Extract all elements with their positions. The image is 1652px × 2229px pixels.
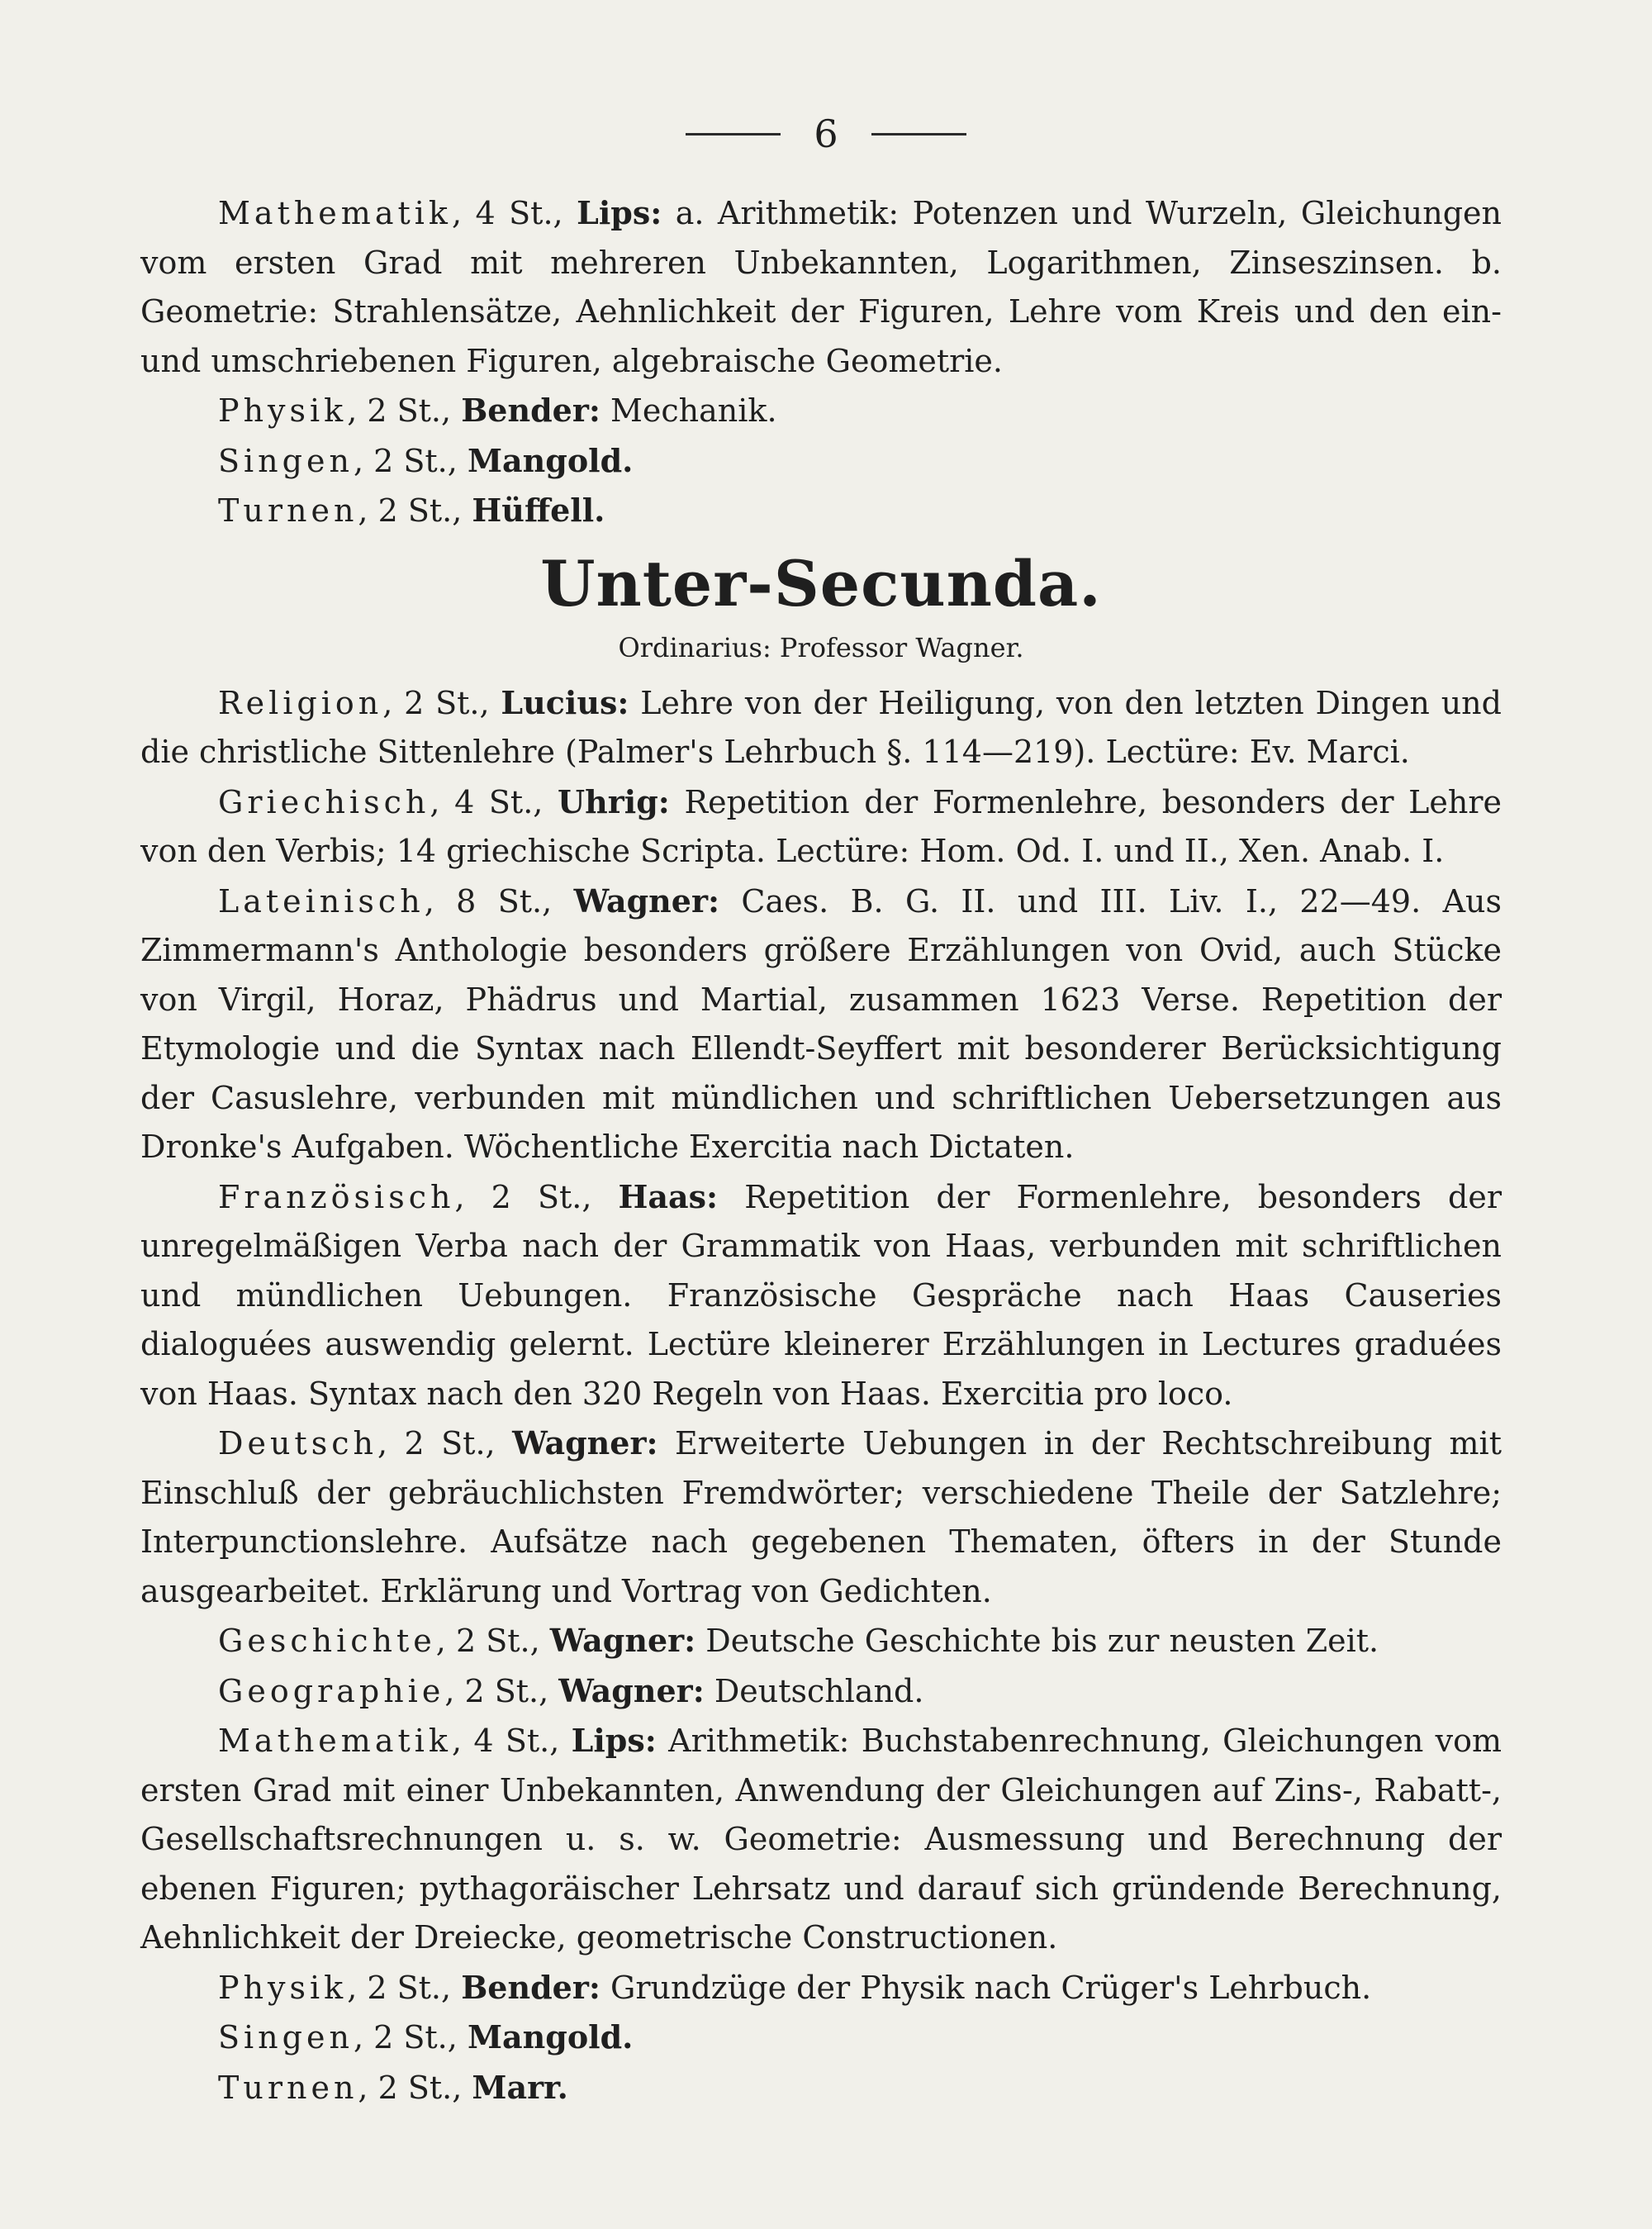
course-hours: 2 St. <box>373 442 448 479</box>
course-description: a. Arithmetik: Potenzen und Wurzeln, Gleichungen vom ersten Grad mit mehreren Unbekannten, Logarithmen, Zinseszinsen. b. Geometrie: Strahlensätze, Aehnlichkeit der Figuren, Lehre vom Kreis und den ein- und umschriebenen Figuren, algebraische Geometrie. <box>140 195 1502 379</box>
course-description: Mechanik. <box>610 392 777 429</box>
course-teacher: Uhrig: <box>558 782 670 820</box>
course-entry: Turnen, 2 St., Marr. <box>218 2068 568 2106</box>
course-teacher: Marr. <box>472 2068 568 2106</box>
course-entry: Physik, 2 St., Bender: Grundzüge der Physik nach Crüger's Lehrbuch. <box>218 1968 1372 2006</box>
course-entry: Physik, 2 St., Bender: Mechanik. <box>218 392 777 429</box>
section-title: Unter-Secunda. <box>540 546 1102 620</box>
course-subject: Physik <box>218 392 348 429</box>
course-hours: 4 St. <box>454 783 534 820</box>
course-entry: Französisch, 2 St., Haas: Repetition der Formenlehre, besonders der unregelmäßigen Verba nach der Grammatik von Haas, verbunden mit schriftlichen und mündlichen Uebungen. Französische Gespräche nach Haas Causeries dialoguées auswendig gelernt. Lectüre kleinerer Erzählungen in Lectures graduées von Haas. Syntax nach den 320 Regeln von Haas. Exercitia pro loco. <box>140 1177 1502 1412</box>
course-hours: 2 St. <box>367 1969 442 2006</box>
course-teacher: Hüffell. <box>472 492 605 529</box>
course-hours: 2 St. <box>455 1623 530 1659</box>
course-entry: Deutsch, 2 St., Wagner: Erweiterte Uebungen in der Rechtschreibung mit Einschluß der gebräuchlichsten Fremdwörter; verschiedene Theile der Satzlehre; Interpunctionslehre. Aufsätze nach gegebenen Thematen, öfters in der Stunde ausgearbeitet. Erklärung und Vortrag von Gedichten. <box>140 1424 1502 1609</box>
course-teacher: Wagner: <box>512 1424 658 1461</box>
course-description: Deutschland. <box>714 1672 924 1709</box>
course-hours: 2 St. <box>404 1425 486 1461</box>
page-header <box>0 112 1652 156</box>
course-subject: Mathematik <box>218 1723 452 1759</box>
top-entries <box>140 188 1502 536</box>
page-body <box>140 188 1502 2113</box>
course-subject: Geographie <box>218 1672 445 1709</box>
course-description: Deutsche Geschichte bis zur neusten Zeit. <box>705 1623 1379 1659</box>
course-subject: Lateinisch <box>218 882 425 920</box>
course-subject: Geschichte <box>218 1623 436 1659</box>
course-teacher: Lips: <box>577 194 662 231</box>
course-entry: Mathematik, 4 St., Lips: Arithmetik: Buchstabenrechnung, Gleichungen vom ersten Grad mit einer Unbekannten, Anwendung der Gleichungen auf Zins-, Rabatt-, Gesellschaftsrechnungen u. s. w. Geometrie: Ausmessung und Berechnung der ebenen Figuren; pythagoräischer Lehrsatz und darauf sich gründende Berechnung, Aehnlichkeit der Dreiecke, geometrische Constructionen. <box>140 1722 1502 1956</box>
course-teacher: Mangold. <box>467 441 634 479</box>
course-subject: Mathematik <box>218 195 452 231</box>
course-entry: Geschichte, 2 St., Wagner: Deutsche Geschichte bis zur neusten Zeit. <box>218 1622 1379 1659</box>
course-description: Repetition der Formenlehre, besonders der unregelmäßigen Verba nach der Grammatik von Haas, verbunden mit schriftlichen und mündlichen Uebungen. Französische Gespräche nach Haas Causeries dialoguées auswendig gelernt. Lectüre kleinerer Erzählungen in Lectures graduées von Haas. Syntax nach den 320 Regeln von Haas. Exercitia pro loco. <box>140 1178 1502 1412</box>
course-teacher: Bender: <box>461 392 601 429</box>
course-entry: Griechisch, 4 St., Uhrig: Repetition der Formenlehre, besonders der Lehre von den Verbis; 14 griechische Scripta. Lectüre: Hom. Od. I. und II., Xen. Anab. I. <box>140 782 1502 869</box>
course-subject: Singen <box>218 2019 354 2056</box>
course-description: Lehre von der Heiligung, von den letzten Dingen und die christliche Sittenlehre (Palmer's Lehrbuch §. 114—219). Lectüre: Ev. Marci. <box>140 684 1502 770</box>
course-hours: 4 St. <box>475 195 553 231</box>
section-ordinarius: Ordinarius: Professor Wagner. <box>618 631 1024 663</box>
header-rule-right <box>871 133 966 135</box>
course-subject: Religion <box>218 684 383 721</box>
course-subject: Turnen <box>218 2069 358 2106</box>
course-teacher: Haas: <box>618 1177 719 1215</box>
course-description: Repetition der Formenlehre, besonders der Lehre von den Verbis; 14 griechische Scripta. Lectüre: Hom. Od. I. und II., Xen. Anab. I. <box>140 783 1502 869</box>
page-number: 6 <box>814 112 838 156</box>
course-teacher: Wagner: <box>549 1622 696 1659</box>
course-subject: Turnen <box>218 492 358 529</box>
course-hours: 2 St. <box>367 392 442 429</box>
course-hours: 2 St. <box>377 2069 453 2106</box>
header-rule-left <box>686 133 781 135</box>
course-teacher: Lucius: <box>501 683 629 721</box>
course-entry: Lateinisch, 8 St., Wagner: Caes. B. G. II. und III. Liv. I., 22—49. Aus Zimmermann's Anthologie besonders größere Erzählungen von Ovid, auch Stücke von Virgil, Horaz, Phädrus und Martial, zusammen 1623 Verse. Repetition der Etymologie und die Syntax nach Ellendt-Seyffert mit besonderer Berücksichtigung der Casuslehre, verbunden mit mündlichen und schriftlichen Uebersetzungen aus Dronke's Aufgaben. Wöchentliche Exercitia nach Dictaten. <box>140 882 1502 1165</box>
course-hours: 2 St. <box>491 1178 582 1215</box>
course-hours: 2 St. <box>464 1672 539 1709</box>
course-teacher: Wagner: <box>573 882 719 920</box>
course-subject: Französisch <box>218 1178 455 1215</box>
course-subject: Griechisch <box>218 783 430 820</box>
course-subject: Deutsch <box>218 1425 377 1461</box>
course-hours: 2 St. <box>373 2019 448 2056</box>
course-subject: Singen <box>218 442 354 479</box>
course-entry: Turnen, 2 St., Hüffell. <box>218 492 605 529</box>
course-teacher: Mangold. <box>467 2018 634 2056</box>
course-hours: 2 St. <box>404 684 480 721</box>
course-subject: Physik <box>218 1969 348 2006</box>
course-description: Grundzüge der Physik nach Crüger's Lehrbuch. <box>610 1969 1372 2006</box>
course-teacher: Bender: <box>461 1968 601 2006</box>
course-entry: Geographie, 2 St., Wagner: Deutschland. <box>218 1671 924 1709</box>
course-entry: Singen, 2 St., Mangold. <box>218 441 634 479</box>
course-hours: 2 St. <box>377 492 453 529</box>
course-description: Erweiterte Uebungen in der Rechtschreibung mit Einschluß der gebräuchlichsten Fremdwörter; verschiedene Theile der Satzlehre; Interpunctionslehre. Aufsätze nach gegebenen Thematen, öfters in der Stunde ausgearbeitet. Erklärung und Vortrag von Gedichten. <box>140 1425 1502 1609</box>
course-description: Arithmetik: Buchstabenrechnung, Gleichungen vom ersten Grad mit einer Unbekannten, Anwendung der Gleichungen auf Zins-, Rabatt-, Gesellschaftsrechnungen u. s. w. Geometrie: Ausmessung und Berechnung der ebenen Figuren; pythagoräischer Lehrsatz und darauf sich gründende Berechnung, Aehnlichkeit der Dreiecke, geometrische Constructionen. <box>140 1723 1502 1956</box>
course-teacher: Lips: <box>571 1722 657 1759</box>
course-entry: Singen, 2 St., Mangold. <box>218 2018 634 2056</box>
course-entry: Mathematik, 4 St., Lips: a. Arithmetik: Potenzen und Wurzeln, Gleichungen vom ersten Grad mit mehreren Unbekannten, Logarithmen, Zinseszinsen. b. Geometrie: Strahlensätze, Aehnlichkeit der Figuren, Lehre vom Kreis und den ein- und umschriebenen Figuren, algebraische Geometrie. <box>140 194 1502 379</box>
course-hours: 8 St. <box>456 882 543 920</box>
course-hours: 4 St. <box>473 1723 550 1759</box>
section-entries <box>140 678 1502 2113</box>
course-entry: Religion, 2 St., Lucius: Lehre von der Heiligung, von den letzten Dingen und die christliche Sittenlehre (Palmer's Lehrbuch §. 114—219). Lectüre: Ev. Marci. <box>140 683 1502 770</box>
course-teacher: Wagner: <box>558 1671 705 1709</box>
course-description: Caes. B. G. II. und III. Liv. I., 22—49. Aus Zimmermann's Anthologie besonders größere Erzählungen von Ovid, auch Stücke von Virgil, Horaz, Phädrus und Martial, zusammen 1623 Verse. Repetition der Etymologie und die Syntax nach Ellendt-Seyffert mit besonderer Berücksichtigung der Casuslehre, verbunden mit mündlichen und schriftlichen Uebersetzungen aus Dronke's Aufgaben. Wöchentliche Exercitia nach Dictaten. <box>140 882 1502 1165</box>
